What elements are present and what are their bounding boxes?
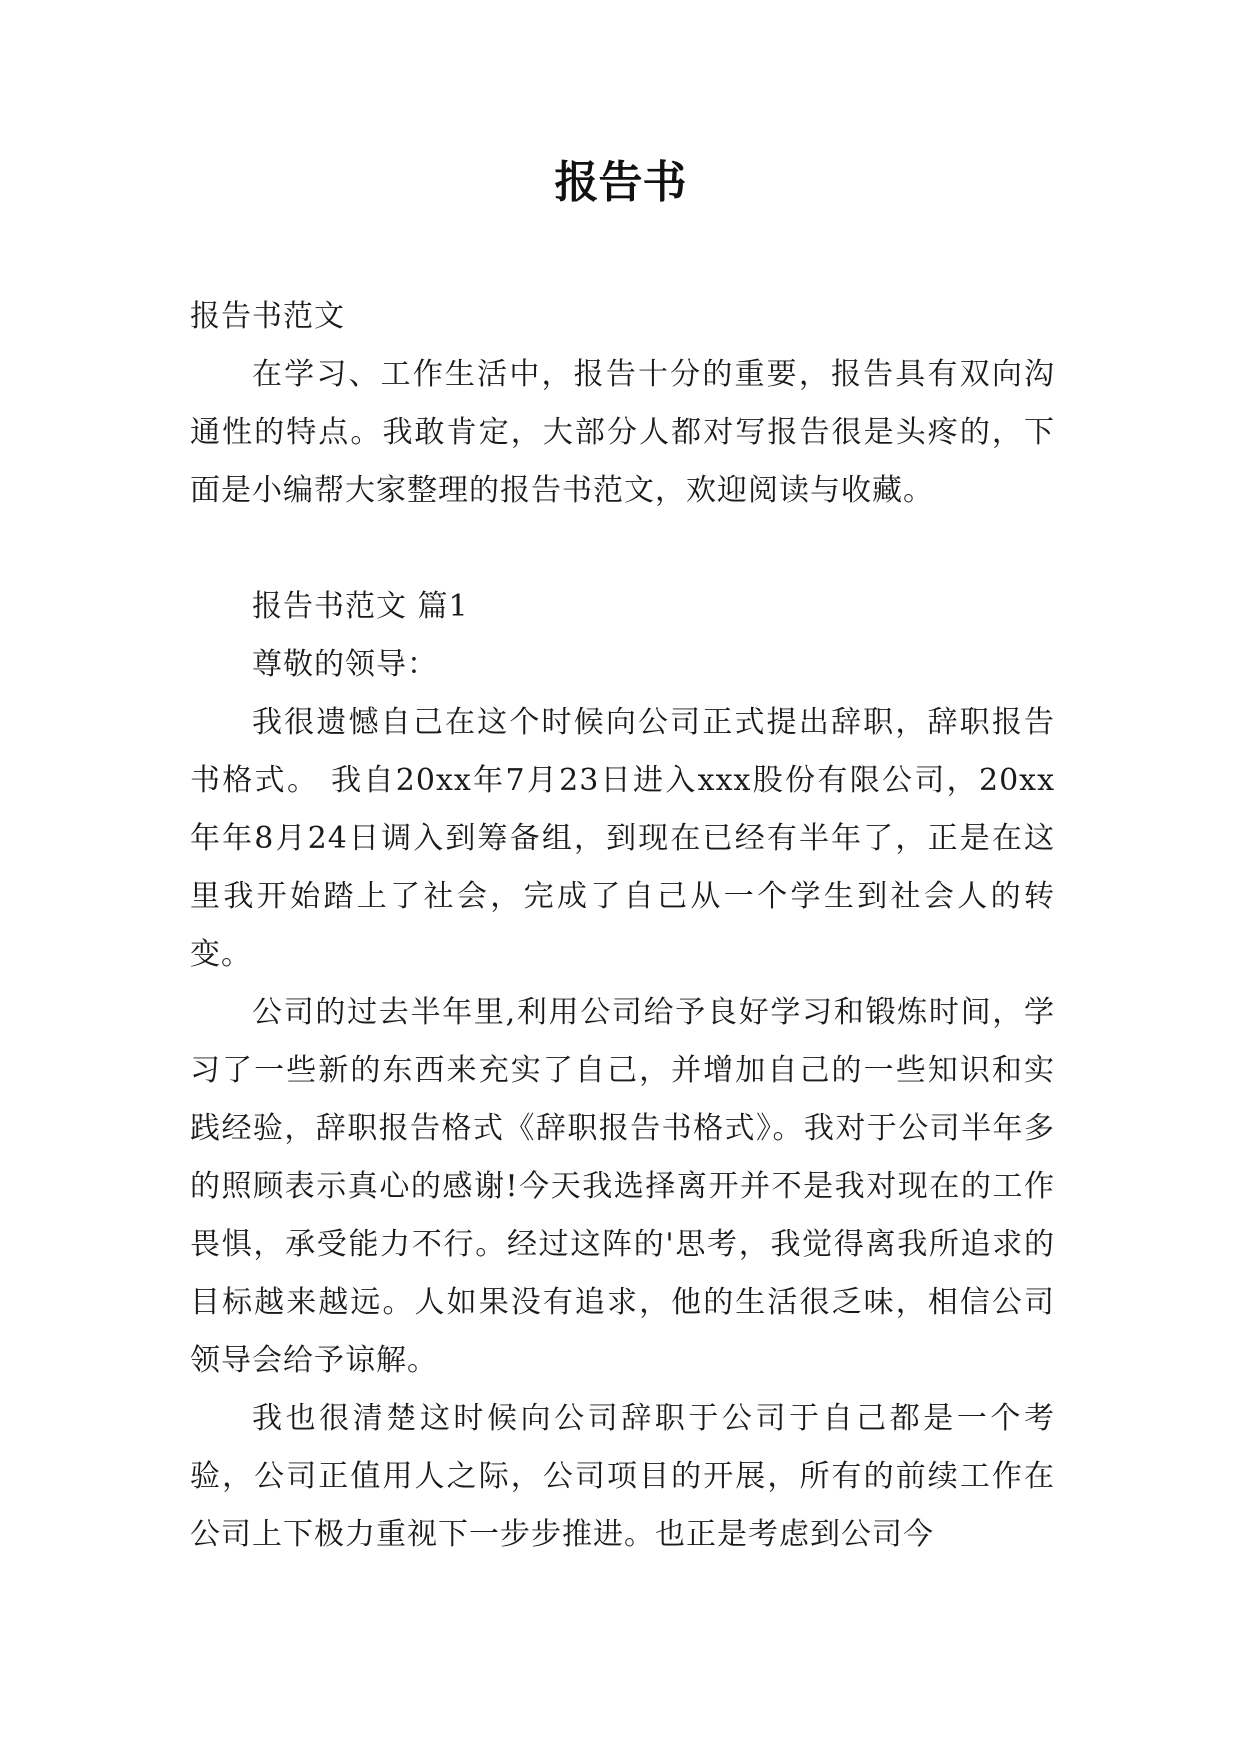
document-title: 报告书 [554,157,687,208]
salutation: 尊敬的领导： [252,647,438,682]
body-paragraph-3: 我也很清楚这时候向公司辞职于公司于自己都是一个考验，公司正值用人之际，公司项目的开展，所有的前续工作在公司上下极力重视下一步步推进。也正是考虑到公司今 [190,1401,1055,1552]
body-paragraph-1: 我很遗憾自己在这个时候向公司正式提出辞职，辞职报告书格式。 我自20xx年7月23日进入xxx股份有限公司，20xx年年8月24日调入到筹备组，到现在已经有半年了，正是在这里我开始踏上了社会，完成了自己从一个学生到社会人的转变。 [190,705,1055,972]
intro-paragraph: 在学习、工作生活中，报告十分的重要，报告具有双向沟通性的特点。我敢肯定，大部分人都对写报告很是头疼的，下面是小编帮大家整理的报告书范文，欢迎阅读与收藏。 [190,357,1055,508]
document-body [190,288,1055,1564]
section-heading: 报告书范文 篇1 [252,589,469,624]
body-paragraph-2: 公司的过去半年里,利用公司给予良好学习和锻炼时间，学习了一些新的东西来充实了自己，并增加自己的一些知识和实践经验，辞职报告格式《辞职报告书格式》。我对于公司半年多的照顾表示真心的感谢!今天我选择离开并不是我对现在的工作畏惧，承受能力不行。经过这阵的'思考，我觉得离我所追求的目标越来越远。人如果没有追求，他的生活很乏味，相信公司领导会给予谅解。 [190,995,1055,1378]
document-subtitle: 报告书范文 [190,299,345,334]
